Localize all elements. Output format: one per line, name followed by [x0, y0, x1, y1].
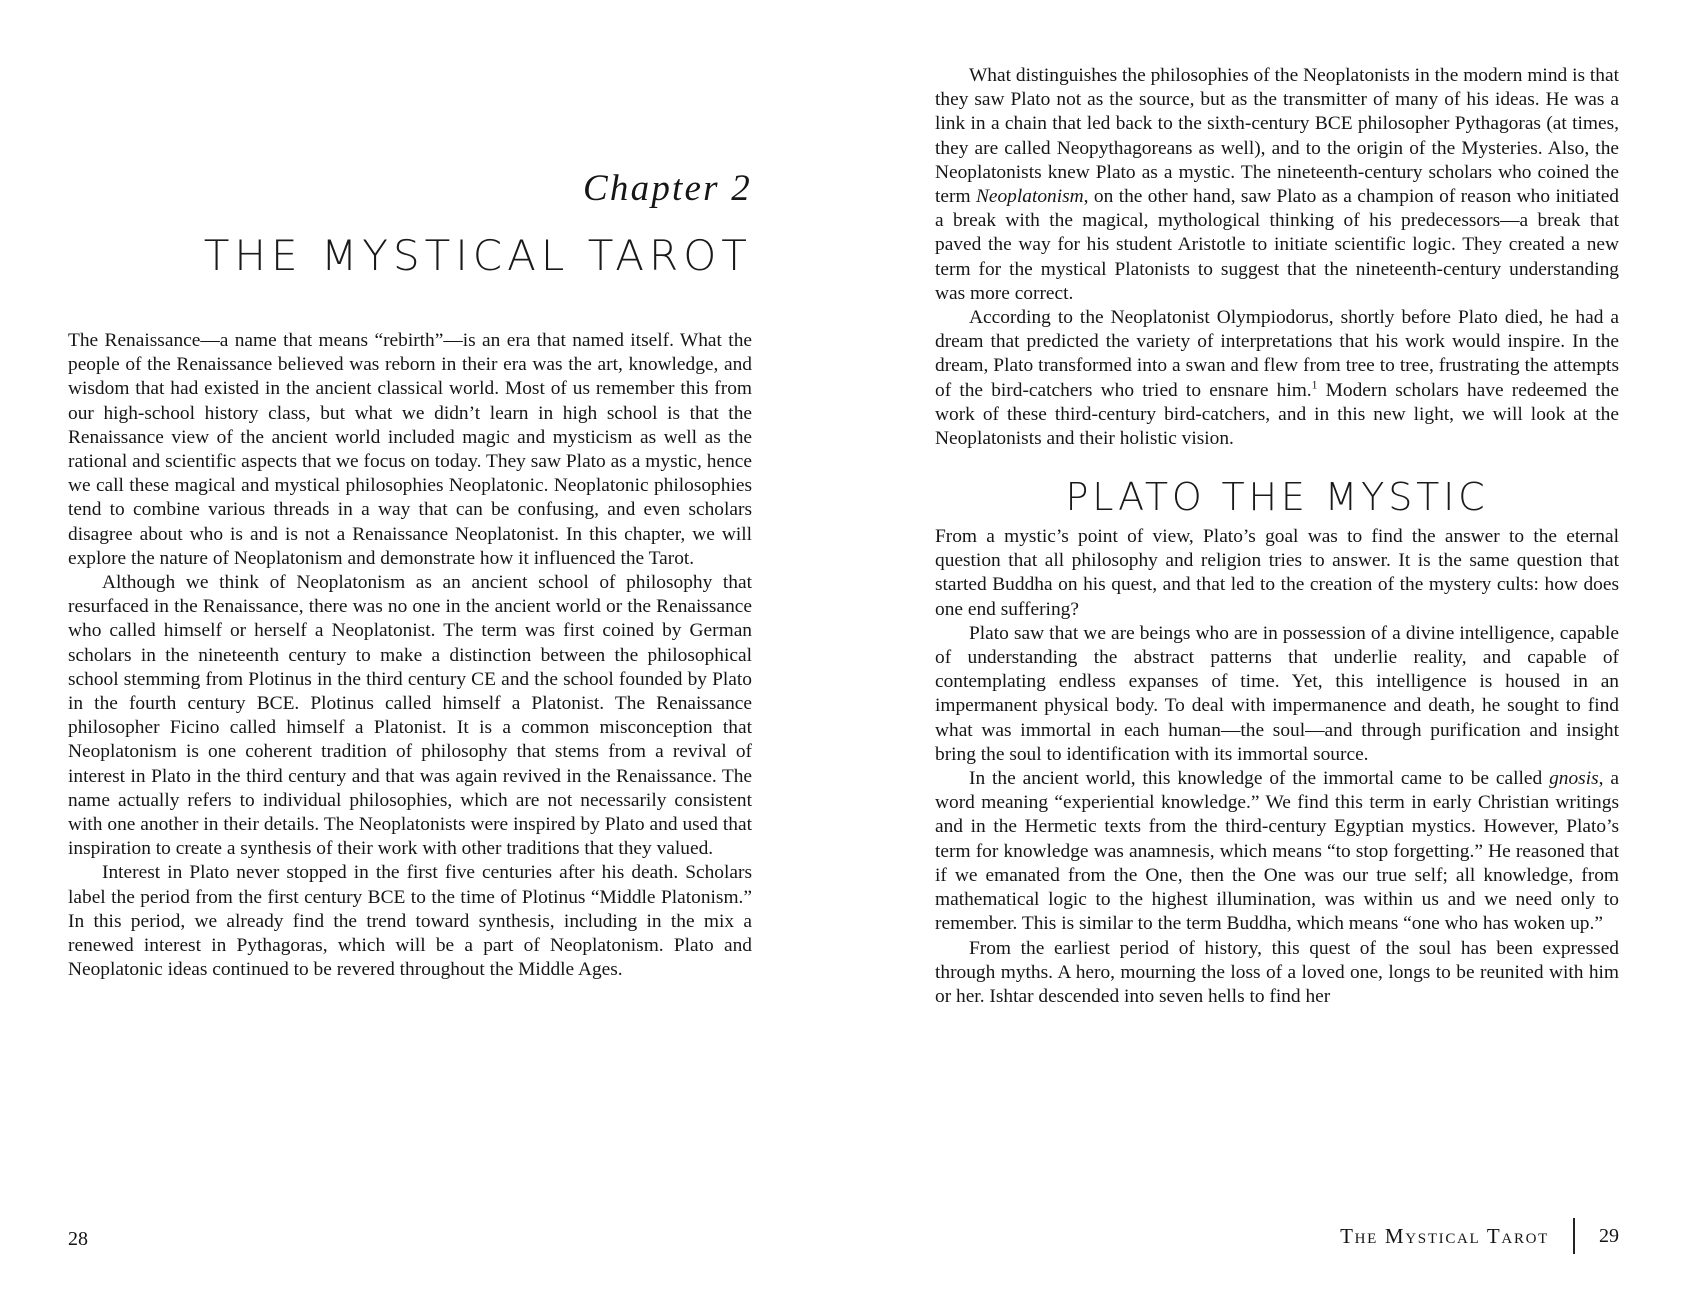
text-run: According to the Neoplatonist Olympiodorus, shortly before Plato died, he had a dream that predicted the variety of interpretations that his work would inspire. In the dream, Plato transformed into a swan and flew from tree to tree, frustrating the attempts of the bird-catchers who tried to ensnare him.	[935, 307, 1619, 401]
page-number-left: 28	[68, 1228, 88, 1250]
chapter-title: THE MYSTICAL TAROT	[203, 231, 752, 280]
text-run: From a mystic’s point of view, Plato’s goal was to find the answer to the eternal question that all philosophy and religion tries to answer. It is the same question that started Buddha on his quest, and that led to the creation of the mystery cults: how does one end suffering?	[935, 526, 1619, 620]
left-text-column	[68, 329, 752, 982]
section-heading: PLATO THE MYSTIC	[1065, 475, 1489, 520]
italic-text: gnosis	[1549, 768, 1599, 790]
left-page	[68, 0, 752, 982]
body-paragraph	[935, 306, 1619, 451]
body-paragraph	[935, 525, 1619, 622]
chapter-label: Chapter 2	[582, 168, 752, 209]
body-paragraph	[68, 329, 752, 571]
body-paragraph	[935, 64, 1619, 306]
text-run: , on the other hand, saw Plato as a champion of reason who initiated a break with the magical, mythological thinking of his predecessors—a break that paved the way for his student Aristotle to initiate scientific logic. They created a new term for the mystical Platonists to suggest that the nineteenth-century understanding was more correct.	[935, 186, 1619, 304]
text-run: In the ancient world, this knowledge of the immortal came to be called	[969, 768, 1550, 790]
text-run: What distinguishes the philosophies of the Neoplatonists in the modern mind is that they saw Plato not as the source, but as the transmitter of many of his ideas. He was a link in a chain that led back to the sixth-century BCE philosopher Pythagoras (at times, they are called Neopythagoreans as well), and to the origin of the Mysteries. Also, the Neoplatonists knew Plato as a mystic. The nineteenth-century scholars who coined the term	[935, 65, 1619, 208]
text-run: Although we think of Neoplatonism as an ancient school of philosophy that resurfaced in the Renaissance, there was no one in the ancient world or the Renaissance who called himself or herself a Neoplatonist. The term was first coined by German scholars in the nineteenth century to make a distinction between the philosophical school stemming from Plotinus in the third century CE and the school founded by Plato in the fourth century BCE. Plotinus called himself a Platonist. The Renaissance philosopher Ficino called himself a Platonist. It is a common misconception that Neoplatonism is one coherent tradition of philosophy that stems from a revival of interest in Plato in the third century and that was again revived in the Renaissance. The name actually refers to individual philosophies, which are not necessarily consistent with one another in their details. The Neoplatonists were inspired by Plato and used that inspiration to create a synthesis of their work with other traditions that they valued.	[68, 572, 752, 860]
right-page	[935, 0, 1619, 1009]
body-paragraph	[68, 571, 752, 861]
text-run: Interest in Plato never stopped in the first five centuries after his death. Scholars label the period from the first century BCE to the time of Plotinus “Middle Platonism.” In this period, we already find the trend toward synthesis, including in the mix a renewed interest in Pythagoras, which will be a part of Neoplatonism. Plato and Neoplatonic ideas continued to be revered throughout the Middle Ages.	[68, 862, 752, 981]
text-run: Modern scholars have redeemed the work of these third-century bird-catchers, and in this new light, we will look at the Neoplatonists and their holistic vision.	[935, 379, 1619, 450]
text-run: Plato saw that we are beings who are in possession of a divine intelligence, capable of understanding the abstract patterns that underlie reality, and capable of contemplating endless expanses of time. Yet, this intelligence is housed in an impermanent physical body. To deal with impermanence and death, he sought to find what was immortal in each human—the soul—and through purification and insight bring the soul to identification with its immortal source.	[935, 622, 1619, 765]
body-paragraph	[68, 861, 752, 982]
right-text-column	[935, 64, 1619, 1009]
right-page-footer	[1340, 1217, 1619, 1255]
footer-divider	[1573, 1218, 1575, 1254]
text-run: , a word meaning “experiential knowledge.” We find this term in early Christian writings and in the Hermetic texts from the third-century Egyptian mystics. However, Plato’s term for knowledge was anamnesis, which means “to stop forgetting.” He reasoned that if we emanated from the One, then the One was our true self; all knowledge, from mathematical logic to the highest illumination, was within us and we need only to remember. This is similar to the term Buddha, which means “one who has woken up.”	[935, 768, 1619, 935]
body-paragraph	[935, 937, 1619, 1010]
body-paragraph	[935, 767, 1619, 936]
body-paragraph	[935, 622, 1619, 767]
running-title: The Mystical Tarot	[1340, 1223, 1549, 1248]
page-number-right: 29	[1599, 1224, 1619, 1247]
italic-text: Neoplatonism	[975, 186, 1084, 208]
footnote-marker: 1	[1311, 378, 1318, 392]
text-run: The Renaissance—a name that means “rebirth”—is an era that named itself. What the people of the Renaissance believed was reborn in their era was the art, knowledge, and wisdom that had existed in the ancient classical world. Most of us remember this from our high-school history class, but what we didn’t learn in high school is that the Renaissance view of the ancient world included magic and mysticism as well as the rational and scientific aspects that we focus on today. They saw Plato as a mystic, hence we call these magical and mystical philosophies Neoplatonic. Neoplatonic philosophies tend to combine various threads in a way that can be confusing, and even scholars disagree about who is and is not a Renaissance Neoplatonist. In this chapter, we will explore the nature of Neoplatonism and demonstrate how it influenced the Tarot.	[68, 330, 752, 569]
text-run: From the earliest period of history, this quest of the soul has been expressed through myths. A hero, mourning the loss of a loved one, longs to be reunited with him or her. Ishtar descended into seven hells to find her	[935, 937, 1619, 1007]
